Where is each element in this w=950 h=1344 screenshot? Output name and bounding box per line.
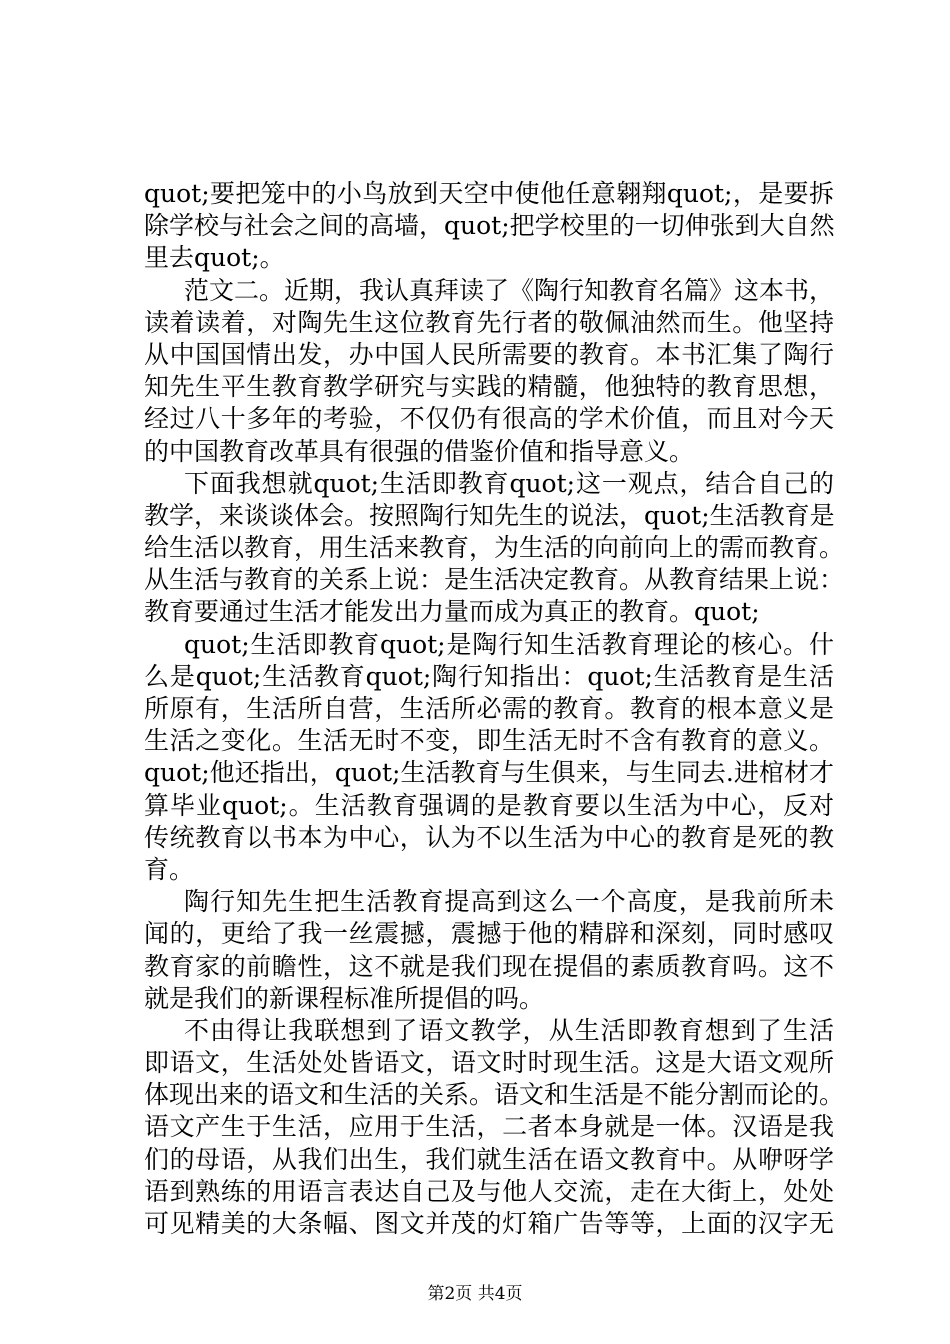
text-line: 语到熟练的用语言表达自己及与他人交流，走在大街上，处处 bbox=[144, 1176, 834, 1206]
text-line: 闻的，更给了我一丝震撼，震撼于他的精辟和深刻，同时感叹 bbox=[144, 919, 834, 949]
text-line: 陶行知先生把生活教育提高到这么一个高度，是我前所未 bbox=[184, 887, 834, 917]
text-line: 传统教育以书本为中心，认为不以生活为中心的教育是死的教 bbox=[144, 822, 834, 852]
text-line: quot;他还指出，quot;生活教育与生俱来，与生同去.进棺材才 bbox=[144, 758, 834, 788]
text-line: 里去quot;。 bbox=[144, 243, 285, 273]
text-line: 么是quot;生活教育quot;陶行知指出：quot;生活教育是生活 bbox=[144, 661, 834, 691]
text-line: 除学校与社会之间的高墙，quot;把学校里的一切伸张到大自然 bbox=[144, 211, 835, 241]
text-line: 从中国国情出发，办中国人民所需要的教育。本书汇集了陶行 bbox=[144, 339, 834, 369]
text-line: 范文二。近期，我认真拜读了《陶行知教育名篇》这本书， bbox=[184, 275, 835, 305]
text-line: 教学，来谈谈体会。按照陶行知先生的说法，quot;生活教育是 bbox=[144, 500, 835, 530]
text-line: 就是我们的新课程标准所提倡的吗。 bbox=[144, 983, 545, 1013]
text-line: 育。 bbox=[144, 854, 195, 884]
text-line: 不由得让我联想到了语文教学，从生活即教育想到了生活 bbox=[184, 1015, 834, 1045]
text-line: 生活之变化。生活无时不变，即生活无时不含有教育的意义。 bbox=[144, 726, 834, 756]
text-line: 经过八十多年的考验，不仅仍有很高的学术价值，而且对今天 bbox=[144, 404, 834, 434]
text-line: 下面我想就quot;生活即教育quot;这一观点，结合自己的 bbox=[184, 468, 834, 498]
text-line: 们的母语，从我们出生，我们就生活在语文教育中。从咿呀学 bbox=[144, 1144, 834, 1174]
text-line: quot;生活即教育quot;是陶行知生活教育理论的核心。什 bbox=[184, 629, 834, 659]
text-line: 的中国教育改革具有很强的借鉴价值和指导意义。 bbox=[144, 436, 695, 466]
text-line: 给生活以教育，用生活来教育，为生活的向前向上的需而教育。 bbox=[144, 533, 845, 563]
text-line: 即语文，生活处处皆语文，语文时时现生活。这是大语文观所 bbox=[144, 1048, 834, 1078]
text-line: 从生活与教育的关系上说：是生活决定教育。从教育结果上说： bbox=[144, 565, 845, 595]
text-line: quot;要把笼中的小鸟放到天空中使他任意翱翔quot;，是要拆 bbox=[144, 179, 834, 208]
text-line: 可见精美的大条幅、图文并茂的灯箱广告等等，上面的汉字无 bbox=[144, 1209, 834, 1238]
text-line: 语文产生于生活，应用于生活，二者本身就是一体。汉语是我 bbox=[144, 1112, 834, 1142]
text-line: 算毕业quot;。生活教育强调的是教育要以生活为中心，反对 bbox=[144, 790, 834, 820]
text-line: 教育要通过生活才能发出力量而成为真正的教育。quot; bbox=[144, 597, 760, 627]
text-line: 知先生平生教育教学研究与实践的精髓，他独特的教育思想， bbox=[144, 372, 834, 402]
page-footer: 第2页 共4页 bbox=[427, 1284, 523, 1304]
body-text bbox=[144, 178, 845, 1240]
text-line: 体现出来的语文和生活的关系。语文和生活是不能分割而论的。 bbox=[144, 1080, 845, 1110]
text-line: 教育家的前瞻性，这不就是我们现在提倡的素质教育吗。这不 bbox=[144, 951, 834, 981]
text-line: 所原有，生活所自营，生活所必需的教育。教育的根本意义是 bbox=[144, 694, 834, 723]
text-line: 读着读着，对陶先生这位教育先行者的敬佩油然而生。他坚持 bbox=[144, 307, 834, 337]
